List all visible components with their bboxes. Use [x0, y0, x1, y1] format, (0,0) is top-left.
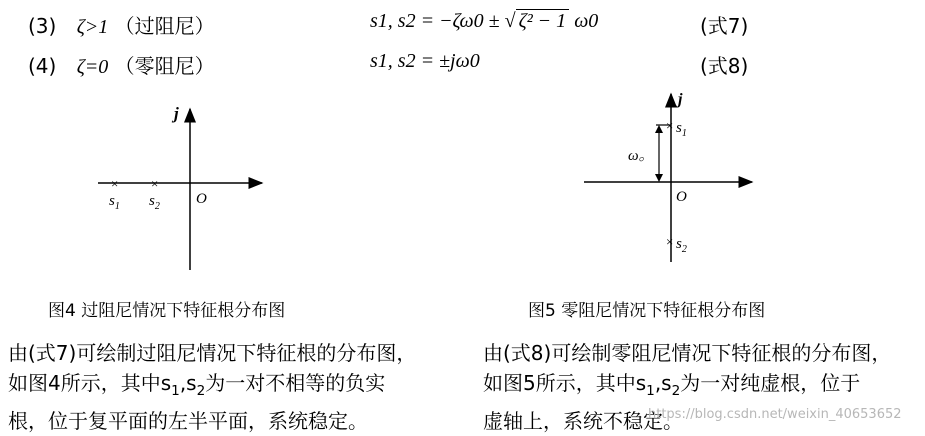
- fig4-origin-label: O: [196, 191, 207, 207]
- right-paragraph-line-1: 由(式8)可绘制零阻尼情况下特征根的分布图，: [483, 341, 892, 365]
- right-line-2-sub2: 2: [671, 383, 681, 399]
- case-4-condition: ζ=0: [76, 56, 109, 78]
- right-paragraph-line-2: [483, 368, 891, 406]
- equation-7-radicand: ζ² − 1: [516, 9, 570, 32]
- fig5-root-s1-label: $s_1$: [676, 120, 687, 139]
- watermark: https://blog.csdn.net/weixin_40653652: [648, 407, 902, 422]
- equation-8-ref: (式8): [700, 54, 749, 78]
- fig4-root-s2: [151, 176, 158, 191]
- case-3-name: （过阻尼）: [114, 14, 215, 38]
- fig4-root-s1-label: $s_1$: [109, 193, 120, 212]
- fig5-root-s2-marker: ×: [666, 234, 674, 249]
- case-4-number: (4): [28, 54, 57, 78]
- left-paragraph-line-2: [8, 368, 416, 406]
- fig5-axis-label: j: [678, 91, 683, 108]
- equation-8: [370, 50, 480, 73]
- case-4-name: （零阻尼）: [114, 54, 215, 78]
- right-line-2-mid: ,s: [654, 371, 672, 395]
- equation-7-ref: (式7): [700, 14, 749, 38]
- fig5-omega-arrowhead-down: [655, 174, 663, 182]
- fig5-omega-label: ω。: [628, 148, 654, 164]
- right-line-2-post: 为一对纯虚根，位于: [680, 371, 861, 395]
- left-line-2-mid: ,s: [179, 371, 197, 395]
- left-line-2-sub2: 2: [196, 383, 206, 399]
- right-paragraph-line-3: 虚轴上，系统不稳定。: [483, 409, 683, 433]
- fig5-root-s2: [666, 234, 673, 249]
- left-line-2-sub1: 1: [171, 383, 180, 399]
- right-line-2-pre: 如图5所示，其中s: [483, 371, 647, 395]
- equation-8-lhs: s1, s2 = ±jω0: [370, 50, 480, 72]
- fig4-root-s1-marker: ×: [111, 176, 119, 191]
- case-3: [28, 10, 215, 39]
- fig5-root-s2-label: $s_2$: [676, 236, 687, 255]
- case-4: [28, 50, 215, 79]
- figure-5-diagram: [580, 90, 770, 270]
- figure-5-caption: 图5 零阻尼情况下特征根分布图: [528, 301, 766, 321]
- fig4-root-s1: [111, 176, 118, 191]
- equation-7-tail: ω0: [574, 10, 599, 32]
- equation-7: s1, s2 = −ζω0 ± √ ζ² − 1 ω0: [370, 10, 599, 32]
- left-paragraph: [8, 338, 416, 436]
- fig5-root-s1: [666, 118, 673, 133]
- left-line-2-post: 为一对不相等的负实: [205, 371, 386, 395]
- fig4-root-s2-marker: ×: [151, 176, 159, 191]
- figure-4-caption: 图4 过阻尼情况下特征根分布图: [48, 301, 286, 321]
- fig4-axis-label: j: [174, 104, 179, 123]
- case-3-condition: ζ>1: [76, 16, 109, 38]
- figure-4-diagram: [90, 95, 280, 275]
- fig5-omega-arrowhead-up: [655, 125, 663, 133]
- fig4-root-s2-label: $s_2$: [149, 193, 160, 212]
- fig5-root-s1-marker: ×: [666, 118, 674, 133]
- left-paragraph-line-3: 根，位于复平面的左半平面，系统稳定。: [8, 409, 368, 433]
- right-line-2-sub1: 1: [646, 383, 655, 399]
- fig5-origin-label: O: [676, 189, 687, 205]
- left-line-2-pre: 如图4所示，其中s: [8, 371, 172, 395]
- case-3-number: (3): [28, 14, 57, 38]
- equation-7-lhs: s1, s2 = −ζω0 ±: [370, 10, 500, 32]
- left-paragraph-line-1: 由(式7)可绘制过阻尼情况下特征根的分布图，: [8, 341, 417, 365]
